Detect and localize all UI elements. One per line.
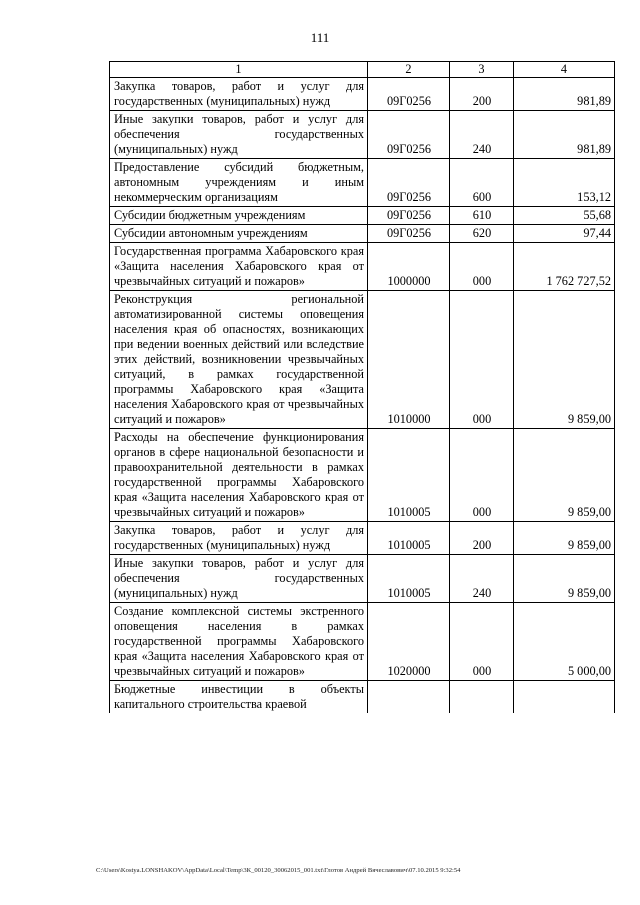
table-header-row	[110, 62, 615, 78]
row-expense-type: 000	[450, 603, 514, 681]
row-description: Субсидии бюджетным учреждениям	[110, 207, 368, 225]
row-amount: 5 000,00	[514, 603, 615, 681]
row-expense-type: 240	[450, 111, 514, 159]
row-target-code: 1020000	[368, 603, 450, 681]
row-description: Расходы на обеспечение функционирования органов в сфере национальной безопасности и правоохранительной деятельности в рамках государственной программы Хабаровского края «Защита населения Хабаровского края от чрезвычайных ситуаций и пожаров»	[110, 429, 368, 522]
row-expense-type: 240	[450, 555, 514, 603]
table-row	[110, 429, 615, 522]
column-header: 4	[514, 62, 615, 78]
table-row	[110, 159, 615, 207]
table-row	[110, 522, 615, 555]
row-amount: 55,68	[514, 207, 615, 225]
row-description: Субсидии автономным учреждениям	[110, 225, 368, 243]
row-target-code: 09Г0256	[368, 207, 450, 225]
table-row	[110, 681, 615, 714]
column-header: 3	[450, 62, 514, 78]
row-expense-type: 000	[450, 291, 514, 429]
column-header: 1	[110, 62, 368, 78]
row-expense-type: 200	[450, 522, 514, 555]
table-row	[110, 111, 615, 159]
row-amount: 981,89	[514, 111, 615, 159]
row-target-code: 1010000	[368, 291, 450, 429]
row-description: Бюджетные инвестиции в объекты капитального строительства краевой	[110, 681, 368, 714]
footer-file-path: C:\Users\Kostya.LONSHAKOV\AppData\Local\Temp\3К_00120_30062015_001.txt\Глотов Андрей Вячеславович\07.10.2015 9:32:54	[96, 867, 461, 874]
row-expense-type: 620	[450, 225, 514, 243]
column-header: 2	[368, 62, 450, 78]
row-amount: 981,89	[514, 78, 615, 111]
row-description: Государственная программа Хабаровского края «Защита населения Хабаровского края от чрезвычайных ситуаций и пожаров»	[110, 243, 368, 291]
row-expense-type: 200	[450, 78, 514, 111]
row-amount: 9 859,00	[514, 429, 615, 522]
row-amount: 9 859,00	[514, 555, 615, 603]
table-row	[110, 603, 615, 681]
table-row	[110, 207, 615, 225]
row-amount: 9 859,00	[514, 291, 615, 429]
row-target-code	[368, 681, 450, 714]
budget-table	[109, 61, 615, 713]
row-expense-type: 000	[450, 429, 514, 522]
table-row	[110, 291, 615, 429]
row-description: Иные закупки товаров, работ и услуг для обеспечения государственных (муниципальных) нужд	[110, 111, 368, 159]
row-description: Закупка товаров, работ и услуг для государственных (муниципальных) нужд	[110, 78, 368, 111]
row-expense-type: 000	[450, 243, 514, 291]
page-number: 111	[310, 30, 330, 45]
row-description: Создание комплексной системы экстренного оповещения населения в рамках государственной программы Хабаровского края «Защита населения Хабаровского края от чрезвычайных ситуаций и пожаров»	[110, 603, 368, 681]
row-expense-type: 600	[450, 159, 514, 207]
row-target-code: 09Г0256	[368, 111, 450, 159]
row-description: Закупка товаров, работ и услуг для государственных (муниципальных) нужд	[110, 522, 368, 555]
row-target-code: 09Г0256	[368, 225, 450, 243]
row-expense-type: 610	[450, 207, 514, 225]
table-row	[110, 243, 615, 291]
row-description: Иные закупки товаров, работ и услуг для обеспечения государственных (муниципальных) нужд	[110, 555, 368, 603]
row-description: Реконструкция региональной автоматизированной системы оповещения населения края об опасностях, возникающих при ведении военных действий или вследствие этих действий, возникновении чрезвычайных ситуаций, в рамках государственной программы Хабаровского края «Защита населения Хабаровского края от чрезвычайных ситуаций и пожаров»	[110, 291, 368, 429]
row-target-code: 09Г0256	[368, 78, 450, 111]
row-expense-type	[450, 681, 514, 714]
row-target-code: 09Г0256	[368, 159, 450, 207]
row-target-code: 1010005	[368, 555, 450, 603]
row-amount: 97,44	[514, 225, 615, 243]
table-row	[110, 555, 615, 603]
row-description: Предоставление субсидий бюджетным, автономным учреждениям и иным некоммерческим организациям	[110, 159, 368, 207]
row-amount	[514, 681, 615, 714]
row-amount: 153,12	[514, 159, 615, 207]
row-target-code: 1010005	[368, 522, 450, 555]
table-row	[110, 225, 615, 243]
row-amount: 9 859,00	[514, 522, 615, 555]
row-target-code: 1010005	[368, 429, 450, 522]
table-row	[110, 78, 615, 111]
row-target-code: 1000000	[368, 243, 450, 291]
row-amount: 1 762 727,52	[514, 243, 615, 291]
